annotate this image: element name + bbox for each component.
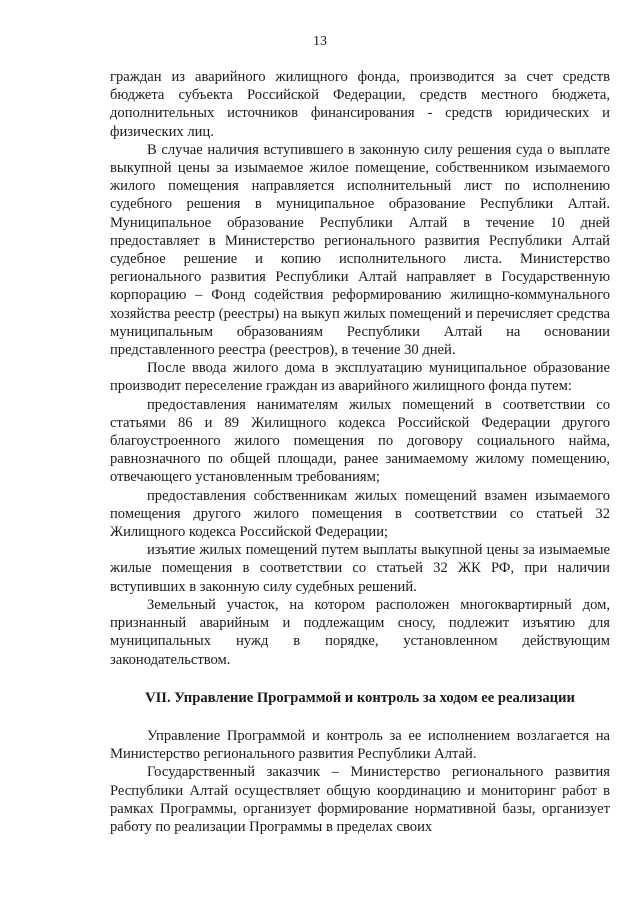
list-paragraph: предоставления нанимателям жилых помещений в соответствии со статьями 86 и 89 Жилищного кодекса Российской Федерации другого благоустроенного жилого помещения по договору социального найма, равнозначного по общей площади, ранее занимаемому жилому помещению, отвечающего установленным требованиям;	[110, 396, 610, 486]
paragraph: Государственный заказчик – Министерство регионального развития Республики Алтай осуществляет общую координацию и мониторинг работ в рамках Программы, организует формирование нормативной базы, организует работу по реализации Программы в пределах своих	[110, 764, 610, 835]
paragraph: В случае наличия вступившего в законную силу решения суда о выплате выкупной цены за изымаемое жилое помещение, собственником изымаемого жилого помещения направляется исполнительный лист по исполнению судебного решения в муниципальное образование Республики Алтай. Муниципальное образование Республики Алтай в течение 10 дней предоставляет в Министерство регионального развития Республики Алтай судебное решение и копию исполнительного листа. Министерство регионального развития Республики Алтай направляет в Государственную корпорацию – Фонд содействия реформированию жилищно-коммунального хозяйства реестр (реестры) на выкуп жилых помещений и перечисляет средства муниципальным образованиям Республики Алтай на основании представленного реестра (реестров), в течение 30 дней.	[110, 141, 610, 359]
paragraph: граждан из аварийного жилищного фонда, производится за счет средств бюджета субъекта Российской Федерации, средств местного бюджета, дополнительных источников финансирования - средств юридических и физических лиц.	[110, 69, 610, 140]
list-paragraph: предоставления собственникам жилых помещений взамен изымаемого помещения другого жилого помещения в соответствии со статьей 32 Жилищного кодекса Российской Федерации;	[110, 487, 610, 541]
page-number: 13	[313, 34, 327, 49]
section-heading: VII. Управление Программой и контроль за ходом ее реализации	[145, 689, 575, 706]
paragraph: Управление Программой и контроль за ее исполнением возлагается на Министерство регионального развития Республики Алтай.	[110, 727, 610, 763]
document-body	[110, 68, 610, 836]
list-paragraph: изъятие жилых помещений путем выплаты выкупной цены за изымаемые жилые помещения в соответствии со статьей 32 ЖК РФ, при наличии вступивших в законную силу судебных решений.	[110, 542, 610, 595]
paragraph: После ввода жилого дома в эксплуатацию муниципальное образование производит переселение граждан из аварийного жилищного фонда путем:	[110, 360, 610, 395]
paragraph: Земельный участок, на котором расположен многоквартирный дом, признанный аварийным и подлежащим сносу, подлежит изъятию для муниципальных нужд в порядке, установленном действующим законодательством.	[110, 596, 610, 668]
